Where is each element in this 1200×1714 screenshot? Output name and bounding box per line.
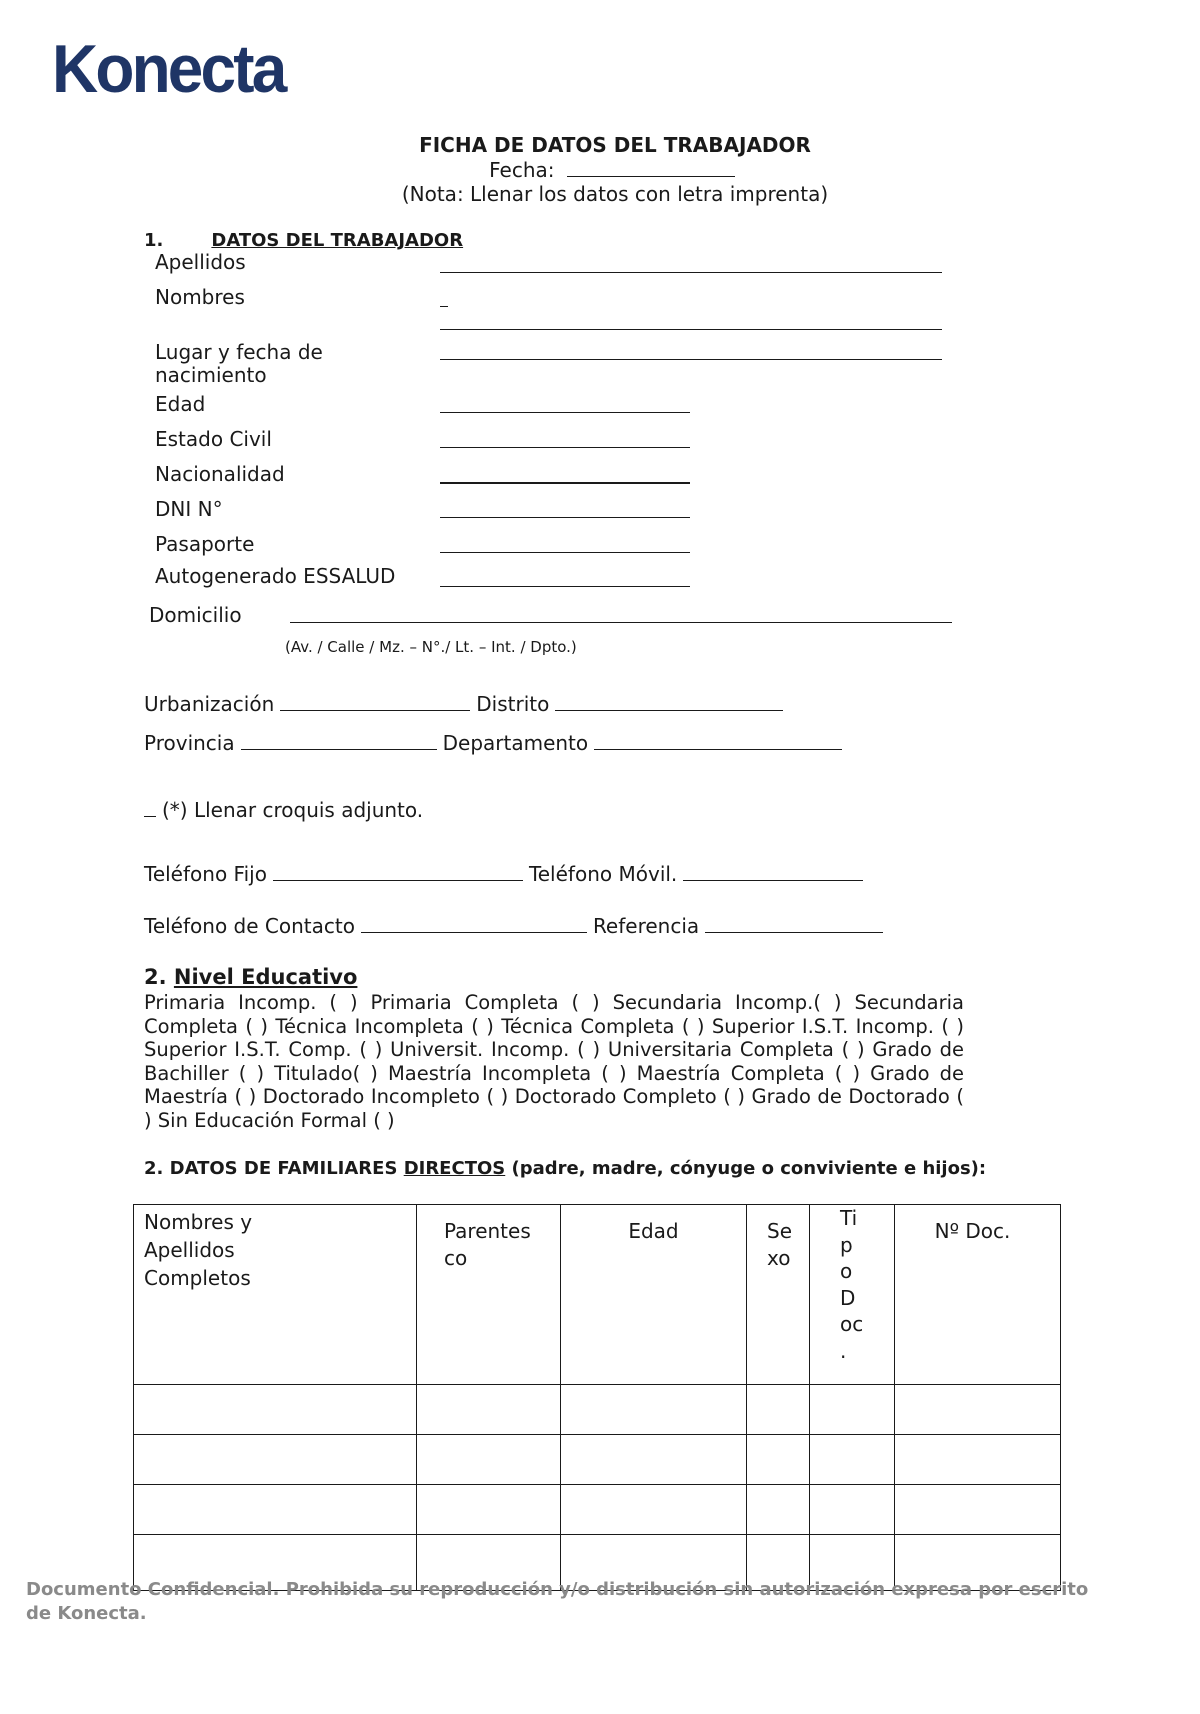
fecha-line xyxy=(0,158,1200,182)
domicilio-field[interactable] xyxy=(290,622,952,623)
nacionalidad-field[interactable] xyxy=(440,482,690,484)
col-parentesco: Parentes co xyxy=(417,1205,561,1385)
croquis-line xyxy=(144,798,423,822)
telefono-fijo-field[interactable] xyxy=(273,879,523,881)
nivel-educativo-options[interactable]: Primaria Incomp. ( ) Primaria Completa ( ) Secundaria Incomp.( ) Secundaria Completa ( ) Técnica Incompleta ( ) Técnica Completa ( ) Superior I.S.T. Incomp. ( ) Superior I.S.T. Comp. ( ) Universit. Incomp. ( ) Universitaria Completa ( ) Grado de Bachiller ( ) Titulado( ) Maestría Incompleta ( ) Maestría Completa ( ) Grado de Maestría ( ) Doctorado Incompleto ( ) Doctorado Completo ( ) Grado de Doctorado ( ) Sin Educación Formal ( ) xyxy=(144,991,964,1132)
section3-underlined: DIRECTOS xyxy=(403,1158,506,1179)
lugar-field[interactable] xyxy=(440,359,942,360)
dni-field[interactable] xyxy=(440,517,690,518)
label-telefono-movil-b: Móvil. xyxy=(618,862,678,886)
croquis-mark[interactable] xyxy=(144,815,156,817)
konecta-logo: Konecta xyxy=(52,31,285,107)
label-edad: Edad xyxy=(155,392,206,416)
section1-number: 1. xyxy=(144,230,164,251)
label-urbanizacion: Urbanización xyxy=(144,692,275,716)
section2-title: Nivel Educativo xyxy=(173,965,358,989)
telefono-contacto-field[interactable] xyxy=(361,931,587,933)
label-departamento: Departamento xyxy=(442,731,589,755)
label-essalud: Autogenerado ESSALUD xyxy=(155,564,396,588)
referencia-field[interactable] xyxy=(705,931,883,933)
label-pasaporte: Pasaporte xyxy=(155,532,255,556)
section1-heading xyxy=(144,230,463,251)
familiares-table xyxy=(133,1204,1061,1591)
apellidos-field[interactable] xyxy=(440,272,942,273)
table-row[interactable] xyxy=(134,1385,1061,1435)
nota-text: (Nota: Llenar los datos con letra imprenta) xyxy=(401,182,829,206)
label-lugar-1: Lugar y fecha de xyxy=(155,340,323,364)
croquis-text: (*) Llenar croquis adjunto. xyxy=(162,798,424,822)
label-nombres: Nombres xyxy=(155,285,245,309)
table-row[interactable] xyxy=(134,1485,1061,1535)
label-dni: DNI N° xyxy=(155,497,223,521)
label-apellidos: Apellidos xyxy=(155,250,246,274)
col-nombres: Nombres y Apellidos Completos xyxy=(134,1205,417,1385)
pasaporte-field[interactable] xyxy=(440,552,690,553)
edad-field[interactable] xyxy=(440,412,690,413)
section3-rest: (padre, madre, cónyuge o conviviente e hijos): xyxy=(505,1158,987,1179)
essalud-field[interactable] xyxy=(440,586,690,587)
provincia-field[interactable] xyxy=(241,748,437,750)
table-header-row xyxy=(134,1205,1061,1385)
nombres-mark xyxy=(440,306,448,307)
col-ndoc: Nº Doc. xyxy=(895,1205,1061,1385)
section3-lead: 2. DATOS DE FAMILIARES xyxy=(144,1158,404,1179)
label-distrito: Distrito xyxy=(476,692,550,716)
table-row[interactable] xyxy=(134,1435,1061,1485)
fecha-label: Fecha: xyxy=(489,158,555,182)
form-title: FICHA DE DATOS DEL TRABAJADOR xyxy=(419,133,811,157)
section2-heading xyxy=(144,965,357,989)
domicilio-hint: (Av. / Calle / Mz. – N°./ Lt. – Int. / Dpto.) xyxy=(285,638,577,656)
col-sexo: Se xo xyxy=(747,1205,810,1385)
urbanizacion-distrito-line xyxy=(144,692,789,716)
section2-number: 2. xyxy=(144,965,167,989)
estado-civil-field[interactable] xyxy=(440,447,690,448)
section1-title: DATOS DEL TRABAJADOR xyxy=(211,230,464,251)
label-telefono-movil-a: Teléfono xyxy=(528,862,613,886)
label-telefono-fijo: Teléfono Fijo xyxy=(144,862,267,886)
distrito-field[interactable] xyxy=(555,709,783,711)
departamento-field[interactable] xyxy=(594,748,842,750)
label-nacionalidad: Nacionalidad xyxy=(155,462,285,486)
telefono-movil-field[interactable] xyxy=(683,879,863,881)
provincia-departamento-line xyxy=(144,731,848,755)
label-provincia: Provincia xyxy=(144,731,235,755)
label-telefono-contacto: Teléfono de Contacto xyxy=(144,914,355,938)
nombres-field[interactable] xyxy=(440,329,942,330)
label-estado-civil: Estado Civil xyxy=(155,427,272,451)
col-tipo-doc: Ti p o D oc . xyxy=(810,1205,895,1385)
label-domicilio: Domicilio xyxy=(149,603,242,627)
urbanizacion-field[interactable] xyxy=(280,709,470,711)
telefonos-line xyxy=(144,862,869,886)
label-lugar-2: nacimiento xyxy=(155,363,267,387)
label-referencia: Referencia xyxy=(592,914,700,938)
section3-heading xyxy=(144,1158,986,1179)
contacto-line xyxy=(144,914,889,938)
confidential-footer: Documento Confidencial. Prohibida su reproducción y/o distribución sin autorización expresa por escrito de Konecta. xyxy=(26,1579,1089,1624)
fecha-blank[interactable] xyxy=(567,175,735,177)
col-edad: Edad xyxy=(561,1205,747,1385)
